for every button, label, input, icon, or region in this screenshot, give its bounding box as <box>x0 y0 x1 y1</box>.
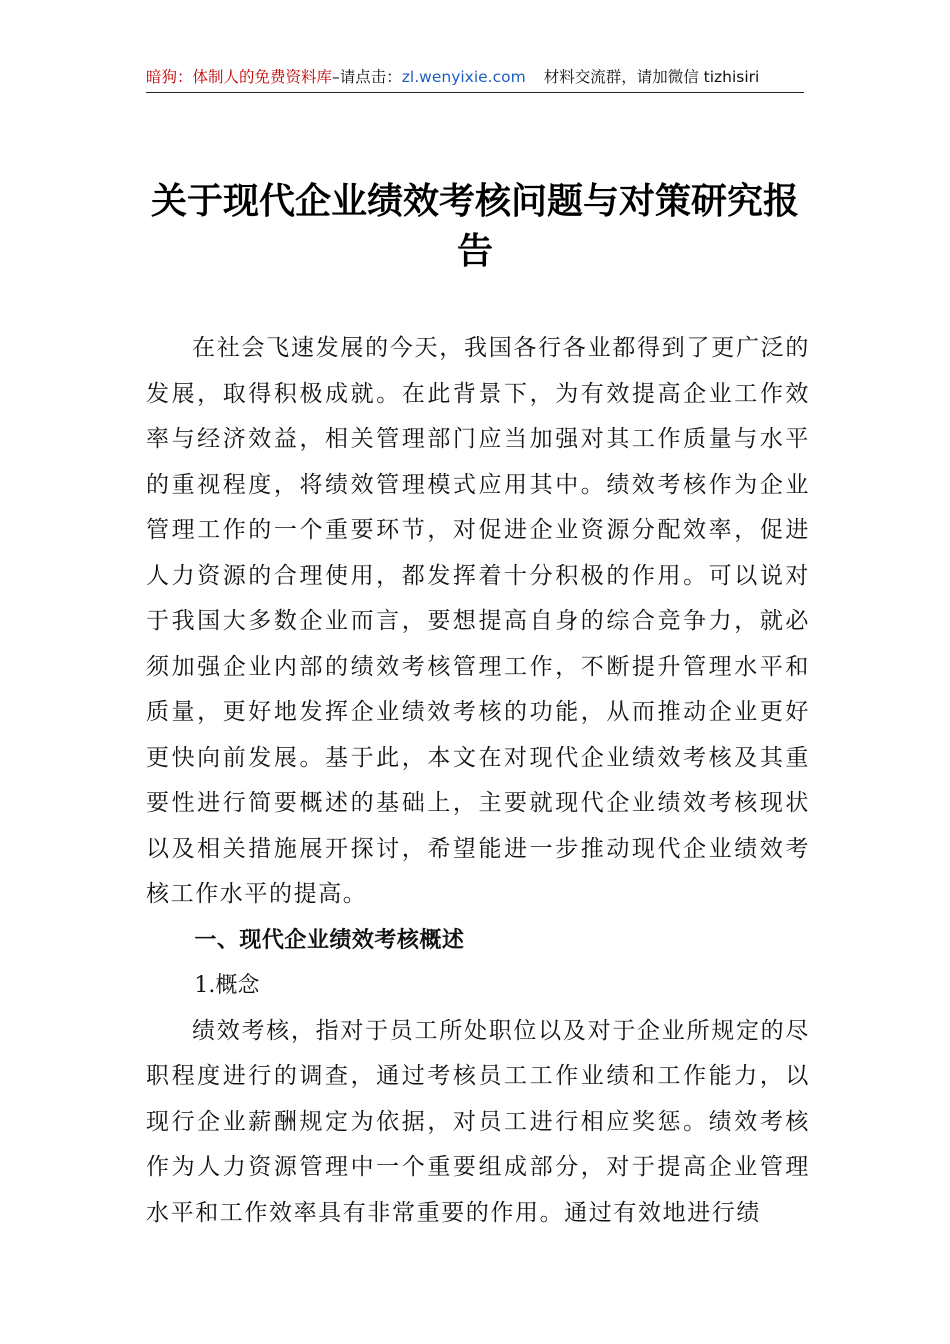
page-header <box>146 64 804 93</box>
document-body <box>146 326 810 1236</box>
site-url-link[interactable]: zl.wenyixie.com <box>401 68 526 86</box>
click-label: –请点击： <box>332 68 402 86</box>
subsection-heading: 1.概念 <box>194 973 260 998</box>
wechat-group-text: 材料交流群，请加微信 tizhisiri <box>543 68 760 86</box>
section-heading: 一、现代企业绩效考核概述 <box>194 927 465 953</box>
intro-paragraph: 在社会飞速发展的今天，我国各行各业都得到了更广泛的发展，取得积极成就。在此背景下，为有效提高企业工作效率与经济效益，相关管理部门应当加强对其工作质量与水平的重视程度，将绩效管理模式应用其中。绩效考核作为企业管理工作的一个重要环节，对促进企业资源分配效率，促进人力资源的合理使用，都发挥着十分积极的作用。可以说对于我国大多数企业而言，要想提高自身的综合竞争力，就必须加强企业内部的绩效考核管理工作，不断提升管理水平和质量，更好地发挥企业绩效考核的功能，从而推动企业更好更快向前发展。基于此，本文在对现代企业绩效考核及其重要性进行简要概述的基础上，主要就现代企业绩效考核现状以及相关措施展开探讨，希望能进一步推动现代企业绩效考核工作水平的提高。 <box>146 335 810 907</box>
concept-paragraph: 绩效考核，指对于员工所处职位以及对于企业所规定的尽职程度进行的调查，通过考核员工工作业绩和工作能力，以现行企业薪酬规定为依据，对员工进行相应奖惩。绩效考核作为人力资源管理中一个重要组成部分，对于提高企业管理水平和工作效率具有非常重要的作用。通过有效地进行绩 <box>146 1017 810 1226</box>
document-title: 关于现代企业绩效考核问题与对策研究报告 <box>150 180 799 272</box>
site-label: 暗狗：体制人的免费资料库 <box>146 68 333 86</box>
